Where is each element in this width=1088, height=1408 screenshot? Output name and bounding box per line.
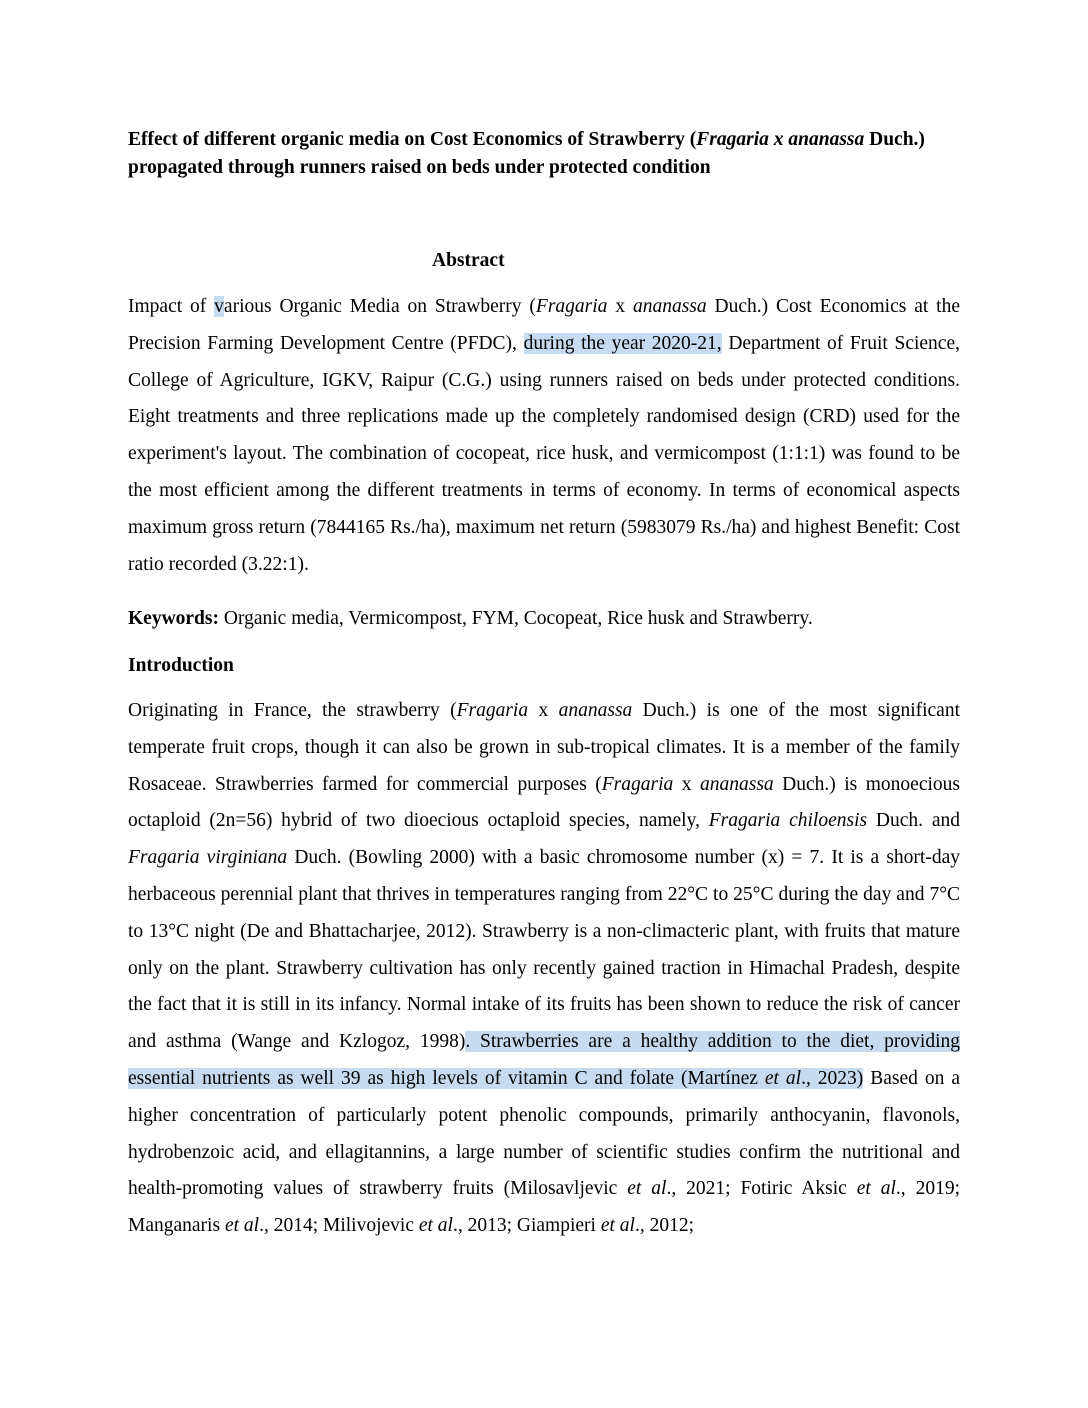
text-selection-highlight: v <box>214 296 224 317</box>
text-selection-highlight: . Strawberries are a healthy addition to the diet, providing essential nutrients as well 39 as high levels of vitamin C and folate (Martínez et al., 2023) <box>128 1031 961 1089</box>
text-selection-highlight: during the year 2020-21, <box>523 332 722 354</box>
abstract-heading: Abstract <box>432 250 505 271</box>
paper-title: Effect of different organic media on Cost Economics of Strawberry (Fragaria x ananassa Duch.) propagated through runners raised on beds under protected condition <box>128 129 925 178</box>
keywords-label: Keywords: <box>128 608 219 629</box>
keywords-line: Keywords: Organic media, Vermicompost, FYM, Cocopeat, Rice husk and Strawberry. <box>128 608 813 629</box>
abstract-text: Impact of various Organic Media on Strawberry (Fragaria x ananassa Duch.) Cost Economics at the Precision Farming Development Centre (PFDC), during the year 2020-21, Department of Fruit Science, College of Agriculture, IGKV, Raipur (C.G.) using runners raised on beds under protected conditions. Eight treatments and three replications made up the completely randomised design (CRD) used for the experiment's layout. The combination of cocopeat, rice husk, and vermicompost (1:1:1) was found to be the most efficient among the different treatments in terms of economy. In terms of economical aspects maximum gross return (7844165 Rs./ha), maximum net return (5983079 Rs./ha) and highest Benefit: Cost ratio recorded (3.22:1). <box>128 296 961 575</box>
introduction-text: Originating in France, the strawberry (Fragaria x ananassa Duch.) is one of the most significant temperate fruit crops, though it can also be grown in sub-tropical climates. It is a member of the family Rosaceae. Strawberries farmed for commercial purposes (Fragaria x ananassa Duch.) is monoecious octaploid (2n=56) hybrid of two dioecious octaploid species, namely, Fragaria chiloensis Duch. and Fragaria virginiana Duch. (Bowling 2000) with a basic chromosome number (x) = 7. It is a short-day herbaceous perennial plant that thrives in temperatures ranging from 22°C to 25°C during the day and 7°C to 13°C night (De and Bhattacharjee, 2012). Strawberry is a non-climacteric plant, with fruits that mature only on the plant. Strawberry cultivation has only recently gained traction in Himachal Pradesh, despite the fact that it is still in its infancy. Normal intake of its fruits has been shown to reduce the risk of cancer and asthma (Wange and Kzlogoz, 1998). Strawberries are a healthy addition to the diet, providing essential nutrients as well 39 as high levels of vitamin C and folate (Martínez et al., 2023) Based on a higher concentration of particularly potent phenolic compounds, primarily anthocyanin, flavonols, hydrobenzoic acid, and ellagitannins, a large number of scientific studies confirm the nutritional and health-promoting values of strawberry fruits (Milosavljevic et al., 2021; Fotiric Aksic et al., 2019; Manganaris et al., 2014; Milivojevic et al., 2013; Giampieri et al., 2012; <box>128 700 961 1237</box>
paper-page <box>128 126 961 1237</box>
introduction-heading: Introduction <box>128 655 234 676</box>
